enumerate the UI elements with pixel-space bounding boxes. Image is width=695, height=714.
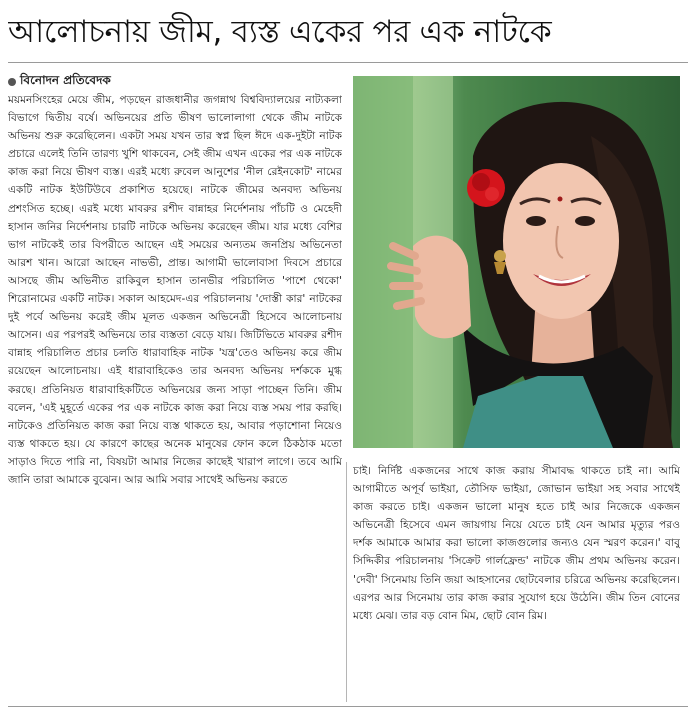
bottom-rule xyxy=(8,706,688,707)
byline-text: বিনোদন প্রতিবেদক xyxy=(20,73,111,87)
byline xyxy=(8,72,111,92)
article-paragraph: ময়মনসিংহের মেয়ে জীম, পড়ছেন রাজধানীর জগন্নাথ বিশ্ববিদ্যালয়ের নাট্যকলা বিভাগে দ্বিতীয় বর্ষে। অভিনয়ের প্রতি ভীষণ ভালোলাগা থেকে জীম নাটকে অভিনয় শুরু করেছিলেন। একটা সময় যখন তার স্বপ্ন ছিল ঈদে এক-দুইটা নাটক প্রচারে এলেই তিনি তারণ্য খুশি থাকবেন, সেই জীম এখন একের পর এক নাটকে কাজ করা নিয়ে ভীষণ ব্যস্ত। এরই মধ্যে রুবেল আনুশের 'নীল রেইনকোট' নামের একটি নাটক ইউটিউবে প্রকাশিত হয়েছে। নাটকে জীমের অনবদ্য অভিনয় প্রশংসিত হচ্ছে। এরই মধ্যে মাবরুর রশীদ বান্নাহর নির্দেশনায় পাঁচটি ও মেহেদী হাসান জনির নির্দেশনায় চারটি নাটকে অভিনয় করেছেন জীম। যার মধ্যে বেশির ভাগ নাটকেই তার বিপরীতে আছেন এই সময়ের অন্যতম জনপ্রিয় অভিনেতা আরশ খান। আরো আছেন নাভভী, প্রান্ত। আগামী ভালোবাসা দিবসে প্রচারে আসছে জীম অভিনীত রাকিবুল হাসান তানভীর পরিচালিত 'পাশে থেকো' শিরোনামের একটি নাটক। সকাল আহমেদ-এর পরিচালনায় 'দোস্তী কার' নাটকের দুই পর্বে অভিনয় করেই জীম মূলত একজন অভিনেত্রী হিসেবে আলোচনায় আসেন। এর পরপরই অভিনয়ে তার ব্যস্ততা বেড়ে যায়। জিটিভিতে মাবরুর রশীদ বান্নাহ পরিচালিত প্রচার চলতি ধারাবাহিক নাটক 'যন্ত্র'তেও অভিনয় করে জীম রয়েছেন আলোচনায়। এই ধারাবাহিকেও তার অনবদ্য অভিনয় দর্শককে মুগ্ধ করছে। প্রতিনিয়ত ধারাবাহিকটিতে অভিনয়ের জন্য সাড়া পাচ্ছেন তিনি। জীম বলেন, 'এই মুহূর্তে একের পর এক নাটকে কাজ করা নিয়ে ব্যস্ত সময় পার করছি। নাটকেও প্রতিনিয়ত কাজ করা নিয়ে ব্যস্ত থাকতে হয়, আবার পড়াশোনা নিয়েও ব্যস্ত থাকতে হয়। যে কারণে কাছের অনেক মানুষের ফোন কলে ঠিকঠাক মতো সাড়াও দিতে পারি না, বিষয়টা আমার নিজের কাছেই খারাপ লাগে। তবে আমি জানি তারা আমাকে বুঝেন। আর আমি সবার সাথেই অভিনয় করতে xyxy=(8,94,342,486)
article-paragraph: চাই। নির্দিষ্ট একজনের সাথে কাজ করায় সীমাবদ্ধ থাকতে চাই না। আমি আগামীতে অপূর্ব ভাইয়া, তৌসিফ ভাইয়া, জোভান ভাইয়া সহ সবার সাথেই কাজ করতে চাই। একজন ভালো মানুষ হতে চাই আর নিজেকে একজন অভিনেত্রী হিসেবে এমন জায়গায় নিয়ে যেতে চাই যেন আমার মৃত্যুর পরও দর্শক আমাকে আমার করা ভালো কাজগুলোর জন্যও যেন স্মরণ করেন।' বাবু সিদ্দিকীর পরিচালনায় 'সিক্রেট গার্লফ্রেন্ড' নাটকে জীম প্রথম অভিনয় করেন। 'দেবী' সিনেমায় তিনি জয়া আহসানের ছোটবেলার চরিত্রে অভিনয় করেছিলেন। এরপর আর সিনেমায় তার কাজ করার সুযোগ হয়ে উঠেনি। জীম তিন বোনের মধ্যে মেঝ। তার বড় বোন মিম, ছোট বোন রিম। xyxy=(353,465,680,622)
article-photo xyxy=(353,76,680,448)
article-column-right xyxy=(353,462,680,702)
headline-rule xyxy=(8,62,688,63)
portrait-illustration xyxy=(353,76,680,448)
column-divider xyxy=(346,462,347,702)
bullet-icon xyxy=(8,78,16,86)
article-column-left xyxy=(8,91,342,702)
headline: আলোচনায় জীম, ব্যস্ত একের পর এক নাটকে xyxy=(8,14,552,50)
